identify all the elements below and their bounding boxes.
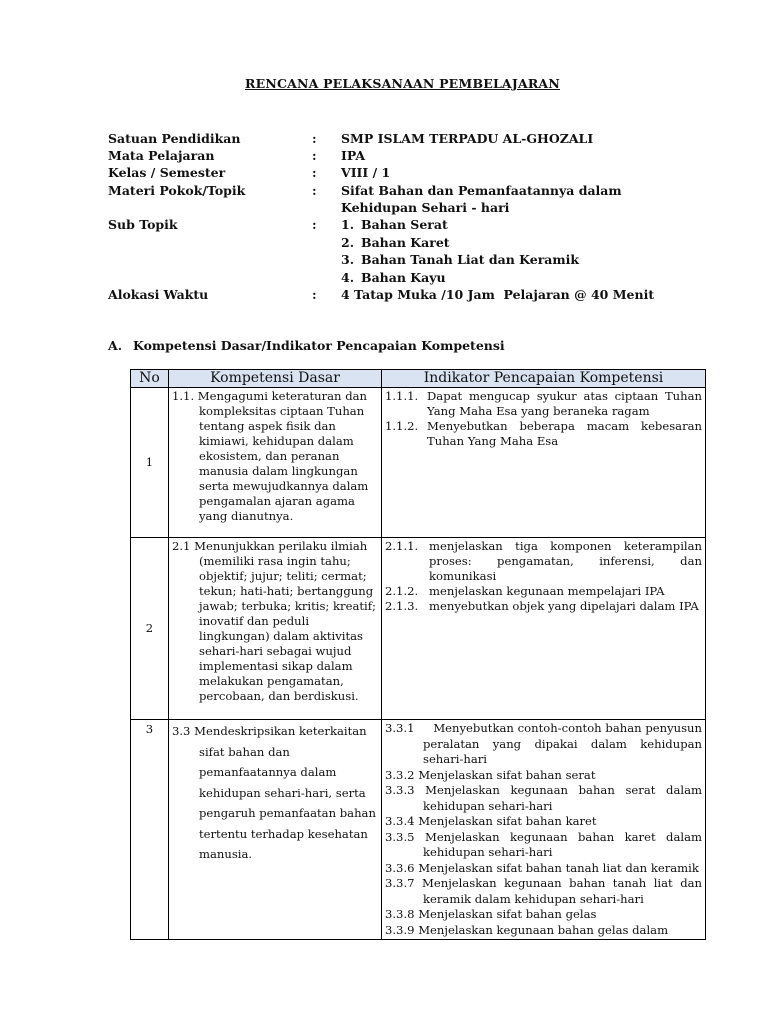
info-label: Sub Topik — [108, 217, 178, 232]
info-value: IPA — [341, 148, 366, 163]
indicator-text: menjelaskan tiga komponen keterampilan proses: pengamatan, inferensi, dan komunikasi — [429, 539, 702, 583]
indicator-item — [385, 584, 702, 599]
info-colon: : — [312, 148, 317, 163]
info-label: Materi Pokok/Topik — [108, 183, 246, 198]
table-header-row — [131, 370, 706, 388]
header-no: No — [131, 370, 169, 388]
info-label: Kelas / Semester — [108, 165, 226, 180]
list-text: Bahan Karet — [361, 234, 450, 250]
sub-topik-list — [341, 216, 711, 286]
indicator-code: 3.3.1 — [385, 721, 415, 735]
info-colon: : — [312, 131, 317, 146]
indicator-code: 1.1.2. — [385, 419, 419, 433]
indicator-item — [385, 923, 702, 939]
indicator-cell — [382, 538, 706, 720]
indicator-text: Menjelaskan sifat bahan gelas — [418, 907, 597, 921]
info-value: SMP ISLAM TERPADU AL-GHOZALI — [341, 131, 594, 146]
list-item — [341, 234, 711, 252]
indicator-code: 3.3.3 — [385, 783, 415, 797]
indicator-item — [385, 830, 702, 861]
indicator-code: 3.3.9 — [385, 922, 415, 937]
indicator-text: Dapat mengucap syukur atas ciptaan Tuhan Yang Maha Esa yang beraneka ragam — [427, 389, 702, 418]
indicator-text: Menjelaskan kegunaan bahan tanah liat dan keramik dalam kehidupan sehari-hari — [422, 876, 702, 906]
kd-cell — [169, 538, 382, 720]
indicator-item — [385, 907, 702, 923]
info-colon: : — [312, 287, 317, 302]
list-item — [341, 251, 711, 269]
info-value: VIII / 1 — [341, 165, 391, 180]
list-text: Bahan Tanah Liat dan Keramik — [361, 252, 580, 267]
indicator-code: 2.1.1. — [385, 539, 419, 553]
table-row — [131, 538, 706, 720]
table-row — [131, 388, 706, 538]
indicator-item — [385, 389, 702, 419]
indicator-text: Menyebutkan beberapa macam kebesaran Tuhan Yang Maha Esa — [427, 419, 702, 448]
indicator-code: 2.1.2. — [385, 584, 419, 598]
kd-cell — [169, 720, 382, 940]
header-kompetensi-dasar: Kompetensi Dasar — [169, 370, 382, 388]
list-number: 1. — [341, 217, 355, 232]
indicator-item — [385, 539, 702, 584]
row-number: 2 — [131, 538, 169, 720]
info-label: Mata Pelajaran — [108, 148, 215, 163]
section-heading — [108, 338, 505, 353]
info-label: Satuan Pendidikan — [108, 131, 241, 146]
kd-cell — [169, 388, 382, 538]
list-text: Bahan Serat — [361, 217, 448, 232]
row-number: 1 — [131, 388, 169, 538]
info-colon: : — [312, 165, 317, 180]
indicator-text: Menjelaskan sifat bahan karet — [418, 814, 597, 828]
kompetensi-table — [130, 369, 706, 940]
document-title: RENCANA PELAKSANAAN PEMBELAJARAN — [245, 76, 560, 91]
indicator-item — [385, 861, 702, 877]
indicator-code: 3.3.6 — [385, 860, 415, 875]
indicator-text: menjelaskan kegunaan mempelajari IPA — [429, 584, 665, 598]
indicator-text: Menjelaskan kegunaan bahan karet dalam kehidupan sehari-hari — [423, 829, 703, 859]
indicator-text: Menjelaskan kegunaan bahan serat dalam kehidupan sehari-hari — [423, 783, 702, 813]
list-number: 3. — [341, 252, 355, 267]
kd-text: 2.1 Menunjukkan perilaku ilmiah (memiliki rasa ingin tahu; objektif; jujur; teliti; cermat; tekun; hati-hati; bertanggung jawab; terbuka; kritis; kreatif; inovatif dan peduli lingkungan) dalam aktivitas sehari-hari sebagai wujud implementasi sikap dalam melakukan pengamatan, percobaan, dan berdiskusi. — [172, 539, 376, 703]
list-item — [341, 269, 711, 287]
kd-text: 3.3 Mendeskripsikan keterkaitan sifat bahan dan pemanfaatannya dalam kehidupan sehari-hari, serta pengaruh pemanfaatan bahan tertentu terhadap kesehatan manusia. — [172, 724, 376, 861]
indicator-item — [385, 768, 702, 784]
list-text: Bahan Kayu — [361, 269, 446, 285]
indicator-code: 3.3.4 — [385, 814, 415, 828]
section-title: Kompetensi Dasar/Indikator Pencapaian Kompetensi — [133, 338, 505, 353]
info-value: Sifat Bahan dan Pemanfaatannya dalam Kehidupan Sehari - hari — [341, 183, 622, 215]
info-label: Alokasi Waktu — [108, 287, 209, 302]
indicator-text: Menjelaskan kegunaan bahan gelas dalam — [418, 922, 669, 937]
indicator-code: 2.1.3. — [385, 599, 419, 613]
indicator-text: menyebutkan objek yang dipelajari dalam IPA — [429, 599, 699, 613]
indicator-text: Menjelaskan sifat bahan tanah liat dan keramik — [418, 860, 699, 875]
indicator-item — [385, 419, 702, 449]
indicator-cell — [382, 388, 706, 538]
indicator-code: 3.3.5 — [385, 829, 415, 844]
indicator-code: 3.3.8 — [385, 907, 415, 921]
list-item — [341, 216, 711, 234]
indicator-text: Menjelaskan sifat bahan serat — [418, 767, 596, 782]
indicator-item — [385, 876, 702, 907]
indicator-code: 1.1.1. — [385, 389, 419, 403]
list-number: 2. — [341, 234, 355, 250]
indicator-code: 3.3.2 — [385, 767, 415, 782]
row-number: 3 — [131, 720, 169, 940]
section-letter: A. — [108, 338, 123, 353]
table-row — [131, 720, 706, 940]
header-indikator: Indikator Pencapaian Kompetensi — [382, 370, 706, 388]
indicator-item — [385, 814, 702, 830]
indicator-cell — [382, 720, 706, 940]
list-number: 4. — [341, 269, 355, 285]
info-colon: : — [312, 183, 317, 198]
indicator-item — [385, 783, 702, 814]
indicator-text: Menyebutkan contoh-contoh bahan penyusun peralatan yang dipakai dalam kehidupan sehari-hari — [423, 721, 702, 766]
indicator-item — [385, 721, 702, 768]
info-colon: : — [312, 217, 317, 232]
info-value: 4 Tatap Muka /10 Jam Pelajaran @ 40 Menit — [341, 287, 655, 302]
kd-text: 1.1. Mengagumi keteraturan dan kompleksitas ciptaan Tuhan tentang aspek fisik dan kimiawi, kehidupan dalam ekosistem, dan peranan manusia dalam lingkungan serta mewujudkannya dalam pengamalan ajaran agama yang dianutnya. — [172, 389, 369, 523]
indicator-code: 3.3.7 — [385, 876, 415, 890]
indicator-item — [385, 599, 702, 614]
